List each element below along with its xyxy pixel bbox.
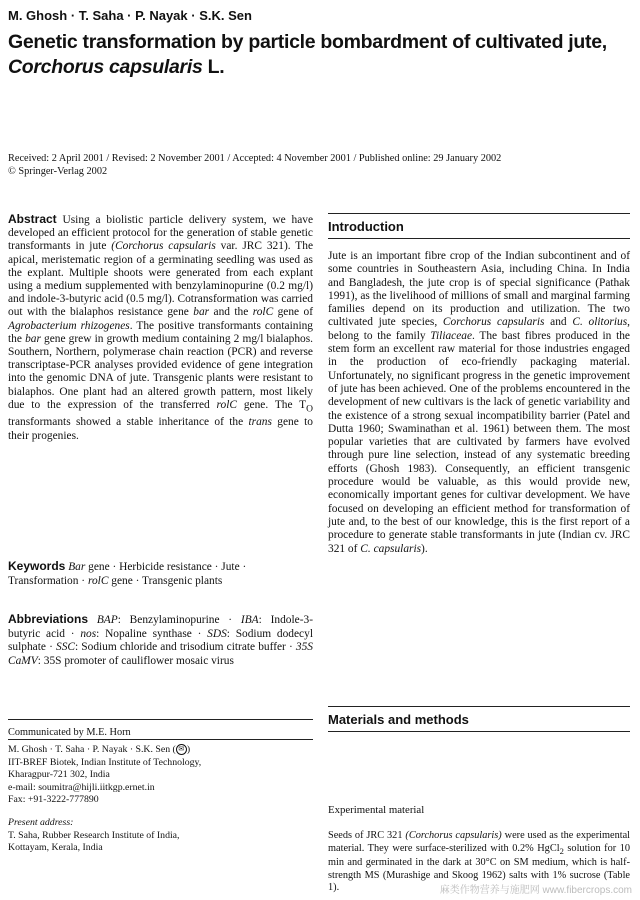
introduction-body bbox=[328, 250, 630, 556]
title-main: Genetic transformation by particle bombardment of cultivated jute, bbox=[8, 31, 607, 53]
affiliation-line: Kharagpur-721 302, India bbox=[8, 769, 110, 781]
abstract-text: gene. The T bbox=[237, 398, 307, 411]
abbr-definition: : Nopaline synthase · bbox=[96, 627, 208, 640]
present-address-line: Kottayam, Kerala, India bbox=[8, 842, 103, 854]
footer-divider bbox=[8, 719, 313, 720]
affiliation-divider bbox=[8, 739, 313, 740]
abstract-label: Abstract bbox=[8, 212, 57, 226]
abbreviations-label: Abbreviations bbox=[8, 612, 89, 626]
methods-text: were used as the experimental material. They were surface-sterilized with 0.2% HgCl bbox=[328, 830, 631, 854]
affiliation-authors: M. Ghosh · T. Saha · P. Nayak · S.K. Sen ( bbox=[8, 744, 176, 755]
abstract-text: transformants showed a stable inheritance of the bbox=[8, 416, 249, 429]
abstract-text: . The positive transformants containing the bbox=[8, 319, 313, 345]
intro-text: C. capsularis bbox=[360, 542, 422, 555]
present-address-label: Present address: bbox=[8, 816, 74, 828]
abstract-text: gene of bbox=[273, 306, 314, 319]
authors-line: M. Ghosh · T. Saha · P. Nayak · S.K. Sen bbox=[8, 8, 252, 23]
abbr-definition: : 35S promoter of cauliflower mosaic virus bbox=[37, 654, 234, 667]
methods-text: (Corchorus capsularis) bbox=[405, 830, 502, 841]
abstract-text: and the bbox=[209, 306, 253, 319]
abstract-subscript: O bbox=[306, 404, 313, 415]
abstract-text: bar bbox=[25, 332, 41, 345]
title-species: Corchorus capsularis bbox=[8, 56, 203, 78]
abbr-term: SSC bbox=[56, 641, 75, 653]
intro-text: Corchorus capsularis bbox=[442, 316, 545, 329]
keyword-text: rolC bbox=[87, 574, 109, 587]
methods-text: Seeds of JRC 321 bbox=[328, 830, 406, 841]
author-affiliation bbox=[8, 744, 313, 855]
affiliation-close: ) bbox=[186, 744, 191, 755]
abbr-definition: : Indole-3-butyric acid · bbox=[8, 614, 313, 640]
abstract-text: Agrobacterium rhizogenes bbox=[8, 319, 130, 332]
abbr-term: 35S CaMV bbox=[8, 641, 313, 667]
abbr-definition: : Sodium dodecyl sulphate · bbox=[8, 627, 313, 653]
methods-top-rule bbox=[328, 706, 630, 707]
abstract bbox=[8, 213, 313, 443]
abbr-term: IBA bbox=[240, 614, 259, 626]
abstract-text: bar bbox=[193, 306, 210, 319]
intro-text: ). bbox=[421, 542, 428, 555]
envelope-icon: ✉ bbox=[176, 744, 187, 755]
title-suffix: L. bbox=[202, 56, 225, 78]
abstract-text: gene grew in growth medium containing 2 mg/l bialaphos. Southern, Northern, polymerase chain reaction (PCR) and reverse transcriptase-PCR analyses provided evidence of gene integration into the genomic DNA of jute. Transgenic plants were resistant to bialaphos. One plant had an altered growth pattern, most likely due to the expression of the transferred bbox=[8, 332, 314, 411]
abbr-definition: : Sodium chloride and trisodium citrate buffer · bbox=[75, 641, 296, 653]
present-address-line: T. Saha, Rubber Research Institute of India, bbox=[8, 829, 180, 841]
experimental-material-subheading: Experimental material bbox=[328, 804, 425, 816]
abstract-text: trans bbox=[248, 416, 272, 429]
abbr-term: BAP bbox=[96, 614, 118, 626]
present-address bbox=[8, 817, 313, 855]
copyright-line: © Springer-Verlag 2002 bbox=[8, 166, 108, 177]
abstract-text: rolC bbox=[252, 306, 274, 319]
keyword-text: gene · Herbicide resistance · Jute · Transformation · bbox=[8, 561, 247, 587]
intro-text: . The bast fibres produced in the stem form an excellent raw material for those industries engaged in the production of eco-friendly packaging material. Unfortunately, no significant progress in the genetic improvement of jute has been achieved. One of the problems encountered in the development of new cultivars is the lack of genetic variability and the existence of a strong sexual incompatibility barrier (Patel and Dutta 1960; Swaminathan et al. 1961) between them. The most popular varieties that are cultivated by farmers have evolved through pure line selection, instead of any systematic breeding efforts (Ghosh 1983). Consequently, an efficient transgenic procedure would be valuable, as this would provide new, economically important genes for cultivar development. We have focused on developing an efficient method for transformation of jute and, to the best of our knowledge, this is the first report of a procedure to generate stable transformants in jute (Indian cv. JRC 321 of bbox=[328, 329, 630, 555]
abstract-text: gene to their progenies. bbox=[8, 416, 313, 442]
abbr-definition: : Benzylaminopurine · bbox=[117, 614, 241, 626]
fax-line: Fax: +91-3222-777890 bbox=[8, 794, 99, 806]
methods-bottom-rule bbox=[328, 731, 630, 732]
abstract-text: rolC bbox=[216, 398, 237, 411]
site-watermark: 麻类作物营养与施肥网 www.fibercrops.com bbox=[439, 885, 632, 896]
intro-text: Tiliaceae bbox=[430, 329, 473, 342]
publication-dates bbox=[8, 152, 628, 178]
intro-bottom-rule bbox=[328, 238, 630, 239]
keywords bbox=[8, 560, 313, 588]
keywords-label: Keywords bbox=[8, 559, 66, 573]
keyword-text: Bar bbox=[68, 561, 86, 573]
intro-text: , belong to the family bbox=[328, 316, 630, 342]
introduction-heading: Introduction bbox=[328, 219, 404, 234]
intro-text: Jute is an important fibre crop of the Indian subcontinent and of some countries in Southeastern Asia, including China. In India and Bangladesh, the jute crop is of special significance (Pathak 1991), as the livelihood of millions of small and marginal farming families depend on its production and utilization. The two cultivated jute species, bbox=[328, 250, 630, 329]
dates-line: Received: 2 April 2001 / Revised: 2 November 2001 / Accepted: 4 November 2001 / Published online: 29 January 2002 bbox=[8, 153, 502, 164]
intro-text: and bbox=[544, 316, 573, 329]
paper-title bbox=[8, 30, 628, 80]
abstract-text: (Corchorus capsularis bbox=[111, 240, 216, 253]
affiliation-line bbox=[8, 744, 313, 757]
intro-top-rule bbox=[328, 213, 630, 214]
keyword-text: gene · Transgenic plants bbox=[108, 574, 223, 587]
abbr-term: nos bbox=[80, 627, 97, 640]
methods-text: solution for 10 min and germinated in the dark at 30°C on SM medium, which is half-strength MS (Murashige and Skoog 1962) salts with 1% sucrose (Table 1). bbox=[328, 842, 631, 894]
methods-subscript: 2 bbox=[559, 845, 564, 856]
abbr-term: SDS bbox=[207, 627, 227, 640]
email-line: e-mail: soumitra@hijli.iitkgp.ernet.in bbox=[8, 781, 155, 793]
abstract-text: Using a biolistic particle delivery system, we have developed an efficient protocol for the generation of stable genetic transformants in jute bbox=[8, 214, 313, 253]
communicated-by: Communicated by M.E. Horn bbox=[8, 727, 131, 738]
intro-text: C. olitorius bbox=[572, 316, 628, 329]
methods-heading: Materials and methods bbox=[328, 712, 469, 727]
abbreviations bbox=[8, 613, 313, 668]
abstract-text: var. JRC 321). The apical, meristematic region of a germinating seedling was used as the explant. Multiple shoots were generated from each explant using a medium supplemented with benzylaminopurine (0.2 mg/l) and indole-3-butyric acid (0.5 mg/l). Cotransformation was carried out with the bialaphos resistance gene bbox=[8, 240, 313, 319]
affiliation-line: IIT-BREF Biotek, Indian Institute of Technology, bbox=[8, 756, 202, 768]
